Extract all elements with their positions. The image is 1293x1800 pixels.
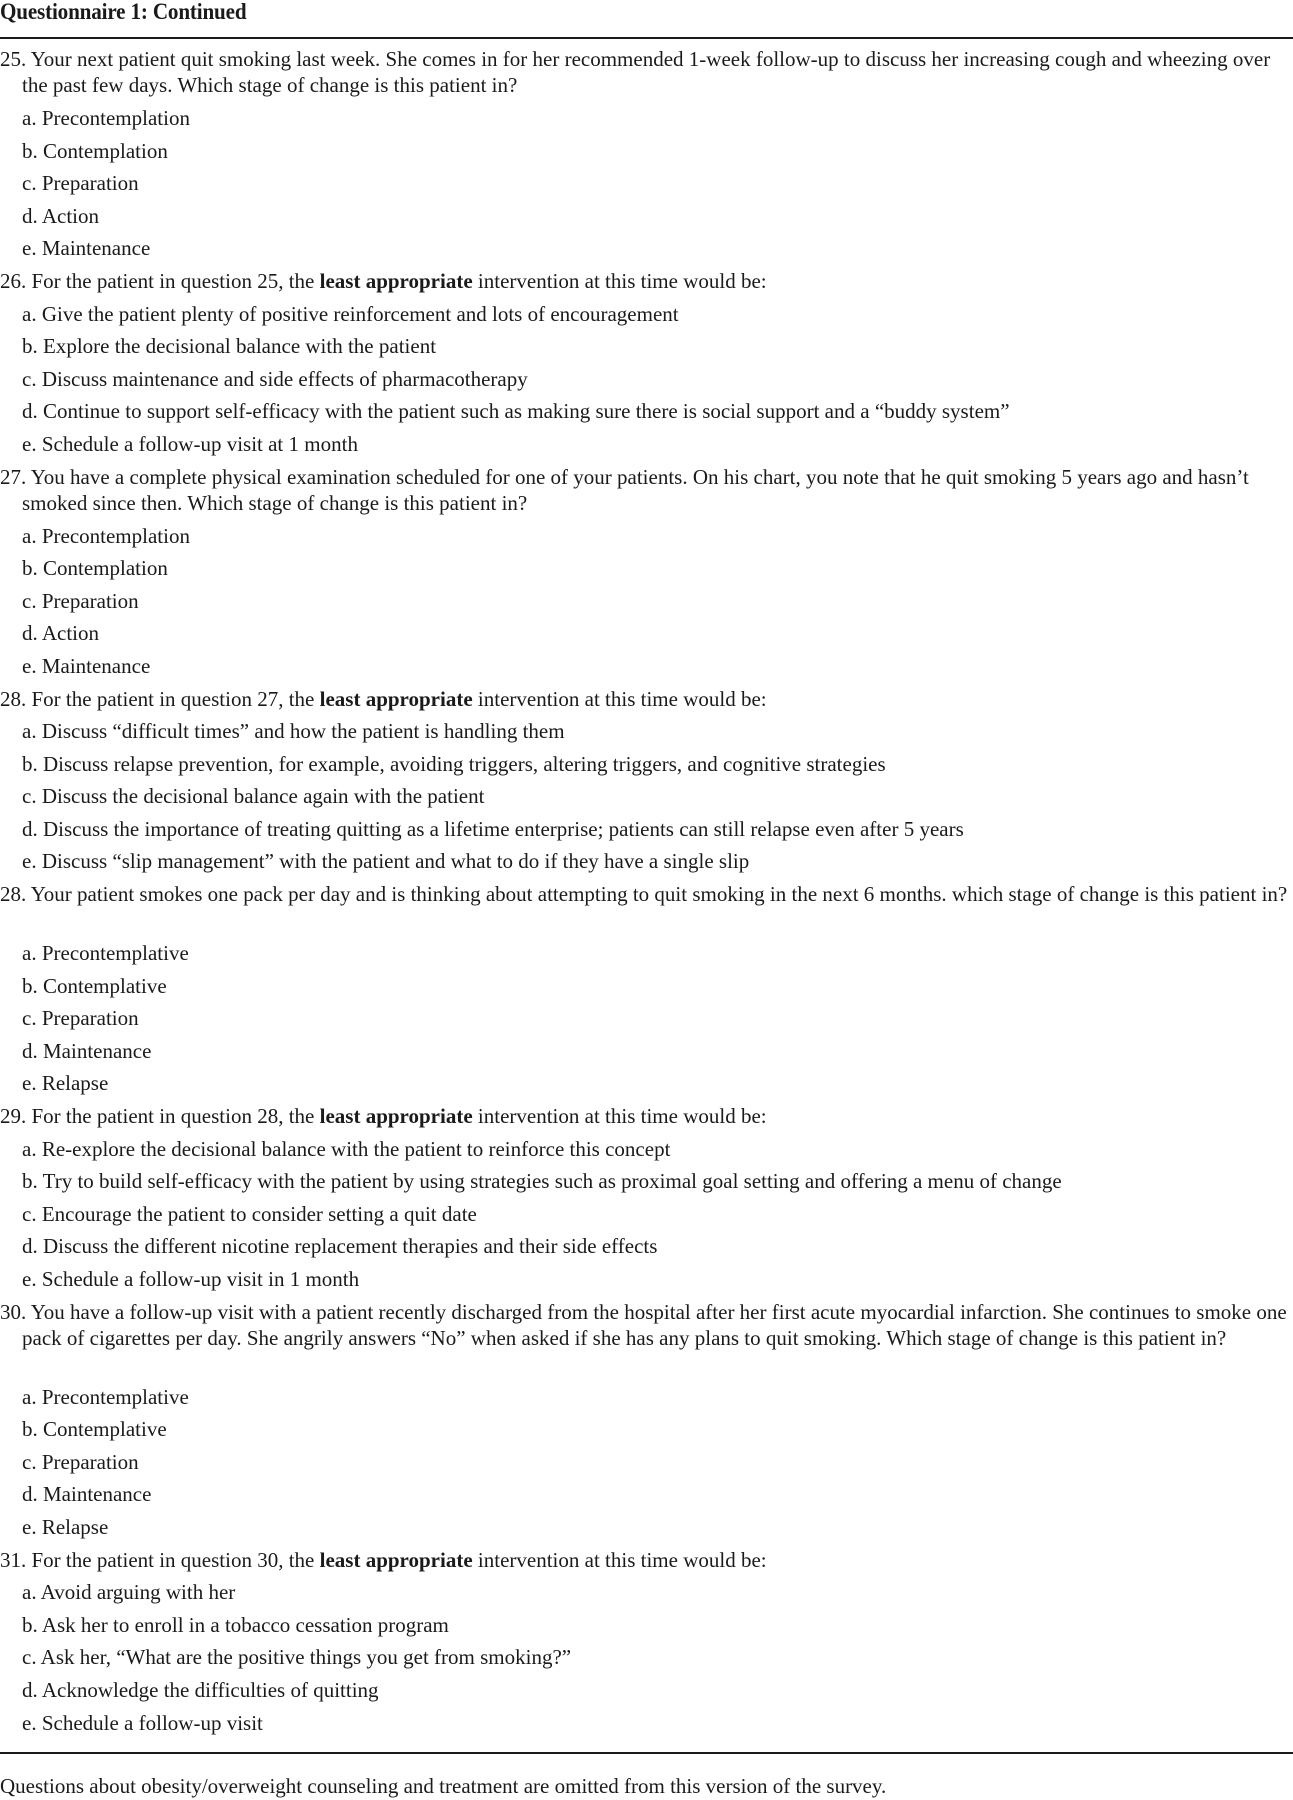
answer-option: e. Discuss “slip management” with the patient and what to do if they have a single slip: [22, 849, 750, 874]
question-28-intervention: [0, 686, 1290, 882]
answer-option: c. Encourage the patient to consider setting a quit date: [22, 1201, 477, 1226]
answer-option: a. Precontemplative: [22, 1384, 189, 1409]
question-25: [0, 46, 1290, 268]
answer-option: b. Contemplative: [22, 1417, 167, 1442]
answer-option: e. Maintenance: [22, 653, 151, 678]
answer-option: a. Precontemplation: [22, 523, 190, 548]
question-text: [0, 1547, 1290, 1580]
question-list: [0, 46, 1290, 1742]
answer-option: b. Contemplative: [22, 973, 167, 998]
question-text-tail: intervention at this time would be:: [472, 268, 767, 293]
answer-option: b. Discuss relapse prevention, for example, avoiding triggers, altering triggers, and cognitive strategies: [22, 751, 886, 776]
answer-option: c. Preparation: [22, 171, 139, 196]
bottom-rule: [0, 1752, 1293, 1754]
emphasis-least-appropriate: least appropriate: [319, 268, 473, 293]
answer-option: c. Preparation: [22, 588, 139, 613]
answer-option: c. Preparation: [22, 1006, 139, 1031]
answer-option: a. Give the patient plenty of positive reinforcement and lots of encouragement: [22, 301, 679, 326]
question-26: [0, 268, 1290, 464]
answer-option: e. Maintenance: [22, 236, 151, 261]
question-text: [0, 268, 1290, 301]
question-text: 28. Your patient smokes one pack per day and is thinking about attempting to quit smoking in the next 6 months. which stage of change is this patient in?: [0, 882, 1288, 907]
answer-option: e. Relapse: [22, 1514, 109, 1539]
answer-option: d. Maintenance: [22, 1038, 152, 1063]
question-text: 27. You have a complete physical examination scheduled for one of your patients. On his chart, you note that he quit smoking 5 years ago and hasn’t smoked since then. Which stage of change is this patient in?: [0, 464, 1249, 515]
answer-option: d. Maintenance: [22, 1482, 152, 1507]
question-text-lead: 26. For the patient in question 25, the: [0, 268, 320, 293]
answer-option: a. Precontemplation: [22, 106, 190, 130]
answer-option: b. Ask her to enroll in a tobacco cessation program: [22, 1612, 449, 1637]
question-text-lead: 29. For the patient in question 28, the: [0, 1104, 320, 1129]
answer-option: e. Schedule a follow-up visit in 1 month: [22, 1267, 360, 1291]
answer-option: b. Contemplation: [22, 138, 168, 163]
emphasis-least-appropriate: least appropriate: [319, 1104, 473, 1129]
question-text: 25. Your next patient quit smoking last week. She comes in for her recommended 1-week follow-up to discuss her increasing cough and wheezing over the past few days. Which stage of change is this patient in?: [0, 47, 1271, 97]
question-27: [0, 464, 1290, 686]
answer-option: c. Discuss the decisional balance again with the patient: [22, 784, 485, 809]
answer-option: a. Precontemplative: [22, 941, 189, 966]
question-text: 30. You have a follow-up visit with a patient recently discharged from the hospital after her first acute myocardial infarction. She continues to smoke one pack of cigarettes per day. She angrily answers “No” when asked if she has any plans to quit smoking. Which stage of change is this patient in?: [0, 1299, 1287, 1350]
question-text: [0, 686, 1290, 719]
answer-option: d. Continue to support self-efficacy with the patient such as making sure there is social support and a “buddy system”: [22, 399, 1010, 424]
question-text-tail: intervention at this time would be:: [472, 686, 767, 711]
question-30: [0, 1299, 1290, 1547]
answer-option: e. Schedule a follow-up visit: [22, 1710, 263, 1735]
emphasis-least-appropriate: least appropriate: [319, 1547, 473, 1572]
answer-option: c. Preparation: [22, 1449, 139, 1474]
question-29: [0, 1103, 1290, 1299]
answer-option: d. Discuss the different nicotine replacement therapies and their side effects: [22, 1234, 658, 1259]
answer-option: c. Ask her, “What are the positive things you get from smoking?”: [22, 1645, 572, 1670]
answer-option: b. Explore the decisional balance with the patient: [22, 334, 437, 359]
page-title: Questionnaire 1: Continued: [0, 0, 247, 25]
emphasis-least-appropriate: least appropriate: [319, 686, 473, 711]
answer-option: b. Contemplation: [22, 556, 168, 581]
answer-option: c. Discuss maintenance and side effects of pharmacotherapy: [22, 366, 528, 391]
answer-option: a. Avoid arguing with her: [22, 1580, 236, 1605]
answer-option: d. Discuss the importance of treating quitting as a lifetime enterprise; patients can still relapse even after 5 years: [22, 816, 964, 841]
question-31: [0, 1547, 1290, 1743]
question-28-stage: [0, 881, 1290, 1103]
answer-option: e. Relapse: [22, 1071, 109, 1096]
top-rule: [0, 37, 1293, 39]
answer-option: d. Action: [22, 621, 99, 646]
question-text-lead: 31. For the patient in question 30, the: [0, 1547, 320, 1572]
question-text: [0, 1103, 1290, 1136]
answer-option: a. Re-explore the decisional balance with the patient to reinforce this concept: [22, 1136, 671, 1161]
question-text-lead: 28. For the patient in question 27, the: [0, 686, 320, 711]
footnote: Questions about obesity/overweight counseling and treatment are omitted from this version of the survey.: [0, 1774, 887, 1798]
question-text-tail: intervention at this time would be:: [472, 1104, 767, 1129]
answer-option: e. Schedule a follow-up visit at 1 month: [22, 431, 358, 456]
answer-option: d. Action: [22, 203, 99, 228]
answer-option: b. Try to build self-efficacy with the patient by using strategies such as proximal goal setting and offering a menu of change: [22, 1169, 1062, 1194]
answer-option: d. Acknowledge the difficulties of quitting: [22, 1677, 379, 1702]
question-text-tail: intervention at this time would be:: [472, 1547, 767, 1572]
answer-option: a. Discuss “difficult times” and how the patient is handling them: [22, 719, 565, 744]
